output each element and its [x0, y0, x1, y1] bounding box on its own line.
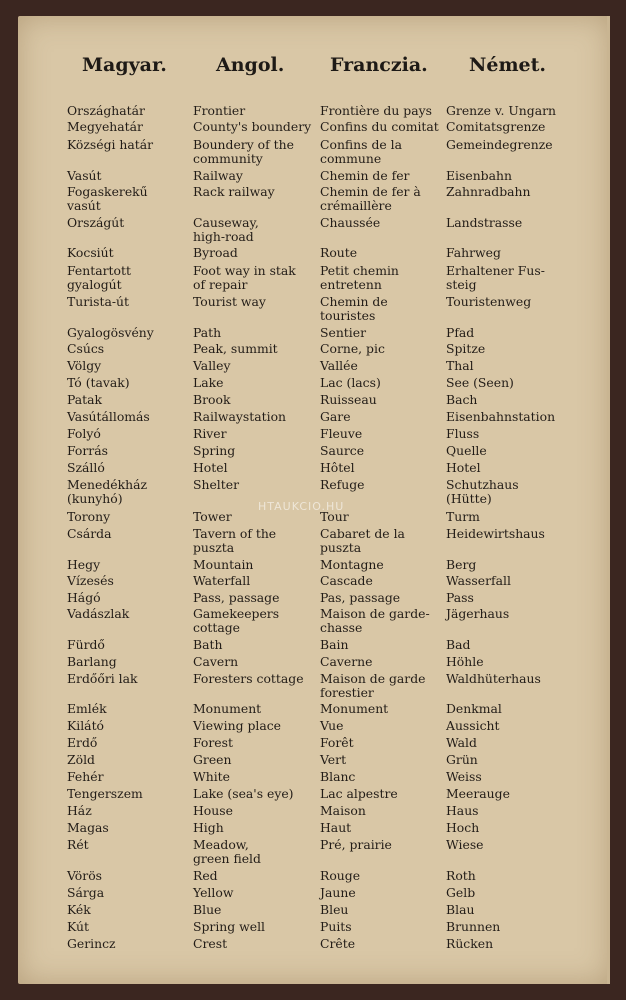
- cell-angol: Red: [193, 868, 218, 883]
- header-angol: Angol.: [216, 54, 285, 76]
- cell-angol: White: [193, 769, 230, 784]
- cell-franczia: Corne, pic: [320, 341, 385, 356]
- cell-franczia: Montagne: [320, 557, 384, 572]
- cell-magyar: Országút: [67, 215, 125, 230]
- cell-magyar: Országhatár: [67, 103, 145, 118]
- cell-magyar: Gyalogösvény: [67, 325, 154, 340]
- cell-nemet: Turm: [446, 509, 480, 524]
- cell-angol: Hotel: [193, 460, 228, 475]
- cell-nemet: Gemeindegrenze: [446, 137, 553, 152]
- header-magyar: Magyar.: [82, 54, 167, 76]
- cell-franczia: Maison de garde forestier: [320, 671, 426, 700]
- cell-angol: Rack railway: [193, 184, 275, 199]
- cell-magyar: Fürdő: [67, 637, 105, 652]
- cell-magyar: Kocsiút: [67, 245, 114, 260]
- cell-angol: Pass, passage: [193, 590, 280, 605]
- cell-magyar: Magas: [67, 820, 109, 835]
- cell-magyar: Patak: [67, 392, 103, 407]
- cell-franczia: Chemin de fer à crémaillère: [320, 184, 421, 213]
- cell-franczia: Frontière du pays: [320, 103, 432, 118]
- cell-magyar: Erdőőri lak: [67, 671, 138, 686]
- cell-franczia: Refuge: [320, 477, 365, 492]
- cell-nemet: Weiss: [446, 769, 482, 784]
- cell-angol: Causeway, high-road: [193, 215, 259, 244]
- cell-angol: Foresters cottage: [193, 671, 304, 686]
- cell-magyar: Völgy: [67, 358, 102, 373]
- cell-magyar: Tó (tavak): [67, 375, 130, 390]
- cell-angol: Valley: [193, 358, 231, 373]
- cell-nemet: Berg: [446, 557, 477, 572]
- cell-nemet: Hotel: [446, 460, 481, 475]
- cell-angol: Gamekeepers cottage: [193, 606, 280, 635]
- watermark: HTAUKCIO.HU: [258, 500, 345, 513]
- cell-magyar: Sárga: [67, 885, 105, 900]
- cell-magyar: Barlang: [67, 654, 117, 669]
- cell-magyar: Folyó: [67, 426, 101, 441]
- cell-nemet: Landstrasse: [446, 215, 523, 230]
- cell-nemet: Comitatsgrenze: [446, 119, 546, 134]
- cell-angol: Lake: [193, 375, 224, 390]
- cell-nemet: Fluss: [446, 426, 480, 441]
- cell-nemet: Spitze: [446, 341, 486, 356]
- cell-magyar: Kilátó: [67, 718, 105, 733]
- cell-nemet: Rücken: [446, 936, 494, 951]
- cell-angol: Railwaystation: [193, 409, 287, 424]
- cell-franczia: Saurce: [320, 443, 365, 458]
- cell-franczia: Ruisseau: [320, 392, 377, 407]
- cell-magyar: Községi határ: [67, 137, 154, 152]
- cell-magyar: Forrás: [67, 443, 108, 458]
- cell-angol: Forest: [193, 735, 233, 750]
- cell-franczia: Lac alpestre: [320, 786, 398, 801]
- cell-nemet: Fahrweg: [446, 245, 501, 260]
- cell-franczia: Pas, passage: [320, 590, 401, 605]
- cell-angol: Mountain: [193, 557, 254, 572]
- vocabulary-card: [18, 16, 610, 984]
- cell-angol: Foot way in stak of repair: [193, 263, 296, 292]
- header-franczia: Franczia.: [330, 54, 428, 76]
- cell-nemet: Eisenbahn: [446, 168, 512, 183]
- cell-nemet: Denkmal: [446, 701, 502, 716]
- cell-magyar: Kút: [67, 919, 89, 934]
- cell-angol: Tavern of the puszta: [193, 526, 277, 555]
- cell-magyar: Vasút: [67, 168, 102, 183]
- cell-franczia: Vert: [320, 752, 347, 767]
- cell-magyar: Turista-út: [67, 294, 130, 309]
- cell-nemet: Blau: [446, 902, 475, 917]
- column-headers: [18, 54, 610, 84]
- cell-franczia: Crête: [320, 936, 356, 951]
- cell-magyar: Emlék: [67, 701, 107, 716]
- cell-angol: River: [193, 426, 227, 441]
- cell-franczia: Fleuve: [320, 426, 363, 441]
- cell-angol: Crest: [193, 936, 228, 951]
- cell-nemet: Haus: [446, 803, 479, 818]
- cell-franczia: Petit chemin entretenn: [320, 263, 399, 292]
- cell-nemet: Waldhüterhaus: [446, 671, 541, 686]
- cell-franczia: Caverne: [320, 654, 373, 669]
- cell-franczia: Bleu: [320, 902, 349, 917]
- cell-franczia: Haut: [320, 820, 352, 835]
- cell-magyar: Menedékház (kunyhó): [67, 477, 148, 506]
- cell-franczia: Vue: [320, 718, 344, 733]
- cell-angol: Viewing place: [193, 718, 281, 733]
- cell-angol: Brook: [193, 392, 231, 407]
- cell-magyar: Fogaskerekű vasút: [67, 184, 148, 213]
- cell-nemet: Brunnen: [446, 919, 501, 934]
- cell-magyar: Fehér: [67, 769, 104, 784]
- cell-angol: Lake (sea's eye): [193, 786, 294, 801]
- cell-magyar: Vízesés: [67, 573, 114, 588]
- cell-nemet: Grün: [446, 752, 478, 767]
- cell-franczia: Maison de garde- chasse: [320, 606, 430, 635]
- cell-magyar: Vörös: [67, 868, 103, 883]
- cell-nemet: Meerauge: [446, 786, 510, 801]
- cell-angol: Peak, summit: [193, 341, 278, 356]
- cell-magyar: Hegy: [67, 557, 101, 572]
- cell-angol: Shelter: [193, 477, 239, 492]
- cell-franczia: Monument: [320, 701, 389, 716]
- cell-franczia: Gare: [320, 409, 351, 424]
- cell-franczia: Blanc: [320, 769, 356, 784]
- cell-franczia: Tour: [320, 509, 349, 524]
- cell-nemet: Schutzhaus (Hütte): [446, 477, 519, 506]
- cell-nemet: Zahnradbahn: [446, 184, 531, 199]
- cell-magyar: Vasútállomás: [67, 409, 150, 424]
- cell-magyar: Szálló: [67, 460, 105, 475]
- cell-angol: Cavern: [193, 654, 239, 669]
- cell-nemet: Wiese: [446, 837, 484, 852]
- cell-magyar: Hágó: [67, 590, 101, 605]
- cell-angol: Waterfall: [193, 573, 251, 588]
- cell-angol: Boundery of the community: [193, 137, 294, 166]
- cell-franczia: Pré, prairie: [320, 837, 392, 852]
- cell-angol: County's boundery: [193, 119, 312, 134]
- cell-magyar: Zöld: [67, 752, 95, 767]
- cell-franczia: Forêt: [320, 735, 354, 750]
- cell-angol: Railway: [193, 168, 243, 183]
- cell-franczia: Chemin de fer: [320, 168, 410, 183]
- cell-magyar: Csárda: [67, 526, 112, 541]
- cell-franczia: Sentier: [320, 325, 366, 340]
- cell-angol: Meadow, green field: [193, 837, 261, 866]
- cell-nemet: Höhle: [446, 654, 484, 669]
- cell-nemet: Grenze v. Ungarn: [446, 103, 556, 118]
- cell-franczia: Route: [320, 245, 358, 260]
- cell-franczia: Confins de la commune: [320, 137, 403, 166]
- cell-magyar: Fentartott gyalogút: [67, 263, 131, 292]
- cell-franczia: Rouge: [320, 868, 361, 883]
- cell-nemet: Wasserfall: [446, 573, 511, 588]
- cell-nemet: Hoch: [446, 820, 480, 835]
- cell-franczia: Jaune: [320, 885, 356, 900]
- cell-angol: Tower: [193, 509, 232, 524]
- cell-magyar: Torony: [67, 509, 111, 524]
- cell-angol: Tourist way: [193, 294, 266, 309]
- cell-franczia: Cabaret de la puszta: [320, 526, 405, 555]
- cell-magyar: Kék: [67, 902, 91, 917]
- cell-franczia: Puits: [320, 919, 352, 934]
- cell-nemet: Jägerhaus: [446, 606, 510, 621]
- cell-franczia: Lac (lacs): [320, 375, 381, 390]
- cell-magyar: Gerincz: [67, 936, 116, 951]
- cell-magyar: Ház: [67, 803, 92, 818]
- cell-franczia: Chemin de touristes: [320, 294, 388, 323]
- cell-nemet: Aussicht: [446, 718, 500, 733]
- cell-angol: Green: [193, 752, 232, 767]
- cell-franczia: Hôtel: [320, 460, 355, 475]
- cell-angol: Monument: [193, 701, 262, 716]
- cell-magyar: Megyehatár: [67, 119, 143, 134]
- cell-magyar: Erdő: [67, 735, 98, 750]
- header-nemet: Német.: [469, 54, 547, 76]
- cell-angol: Spring well: [193, 919, 266, 934]
- cell-angol: High: [193, 820, 224, 835]
- cell-nemet: Erhaltener Fus- steig: [446, 263, 545, 292]
- cell-nemet: Gelb: [446, 885, 476, 900]
- cell-nemet: Thal: [446, 358, 474, 373]
- cell-franczia: Bain: [320, 637, 349, 652]
- cell-angol: Yellow: [193, 885, 234, 900]
- cell-nemet: See (Seen): [446, 375, 514, 390]
- cell-magyar: Csúcs: [67, 341, 105, 356]
- cell-nemet: Quelle: [446, 443, 487, 458]
- cell-angol: Blue: [193, 902, 222, 917]
- cell-franczia: Chaussée: [320, 215, 381, 230]
- cell-nemet: Bad: [446, 637, 471, 652]
- cell-angol: House: [193, 803, 233, 818]
- cell-nemet: Eisenbahnstation: [446, 409, 556, 424]
- cell-franczia: Vallée: [320, 358, 358, 373]
- cell-magyar: Rét: [67, 837, 89, 852]
- cell-nemet: Roth: [446, 868, 476, 883]
- cell-nemet: Bach: [446, 392, 478, 407]
- cell-nemet: Touristenweg: [446, 294, 532, 309]
- cell-magyar: Tengerszem: [67, 786, 143, 801]
- cell-angol: Path: [193, 325, 222, 340]
- cell-nemet: Pass: [446, 590, 474, 605]
- cell-angol: Bath: [193, 637, 223, 652]
- cell-franczia: Cascade: [320, 573, 373, 588]
- cell-angol: Byroad: [193, 245, 238, 260]
- cell-franczia: Confins du comitat: [320, 119, 439, 134]
- cell-angol: Frontier: [193, 103, 246, 118]
- cell-nemet: Pfad: [446, 325, 475, 340]
- cell-nemet: Wald: [446, 735, 477, 750]
- cell-angol: Spring: [193, 443, 236, 458]
- cell-magyar: Vadászlak: [67, 606, 130, 621]
- cell-franczia: Maison: [320, 803, 366, 818]
- cell-nemet: Heidewirtshaus: [446, 526, 545, 541]
